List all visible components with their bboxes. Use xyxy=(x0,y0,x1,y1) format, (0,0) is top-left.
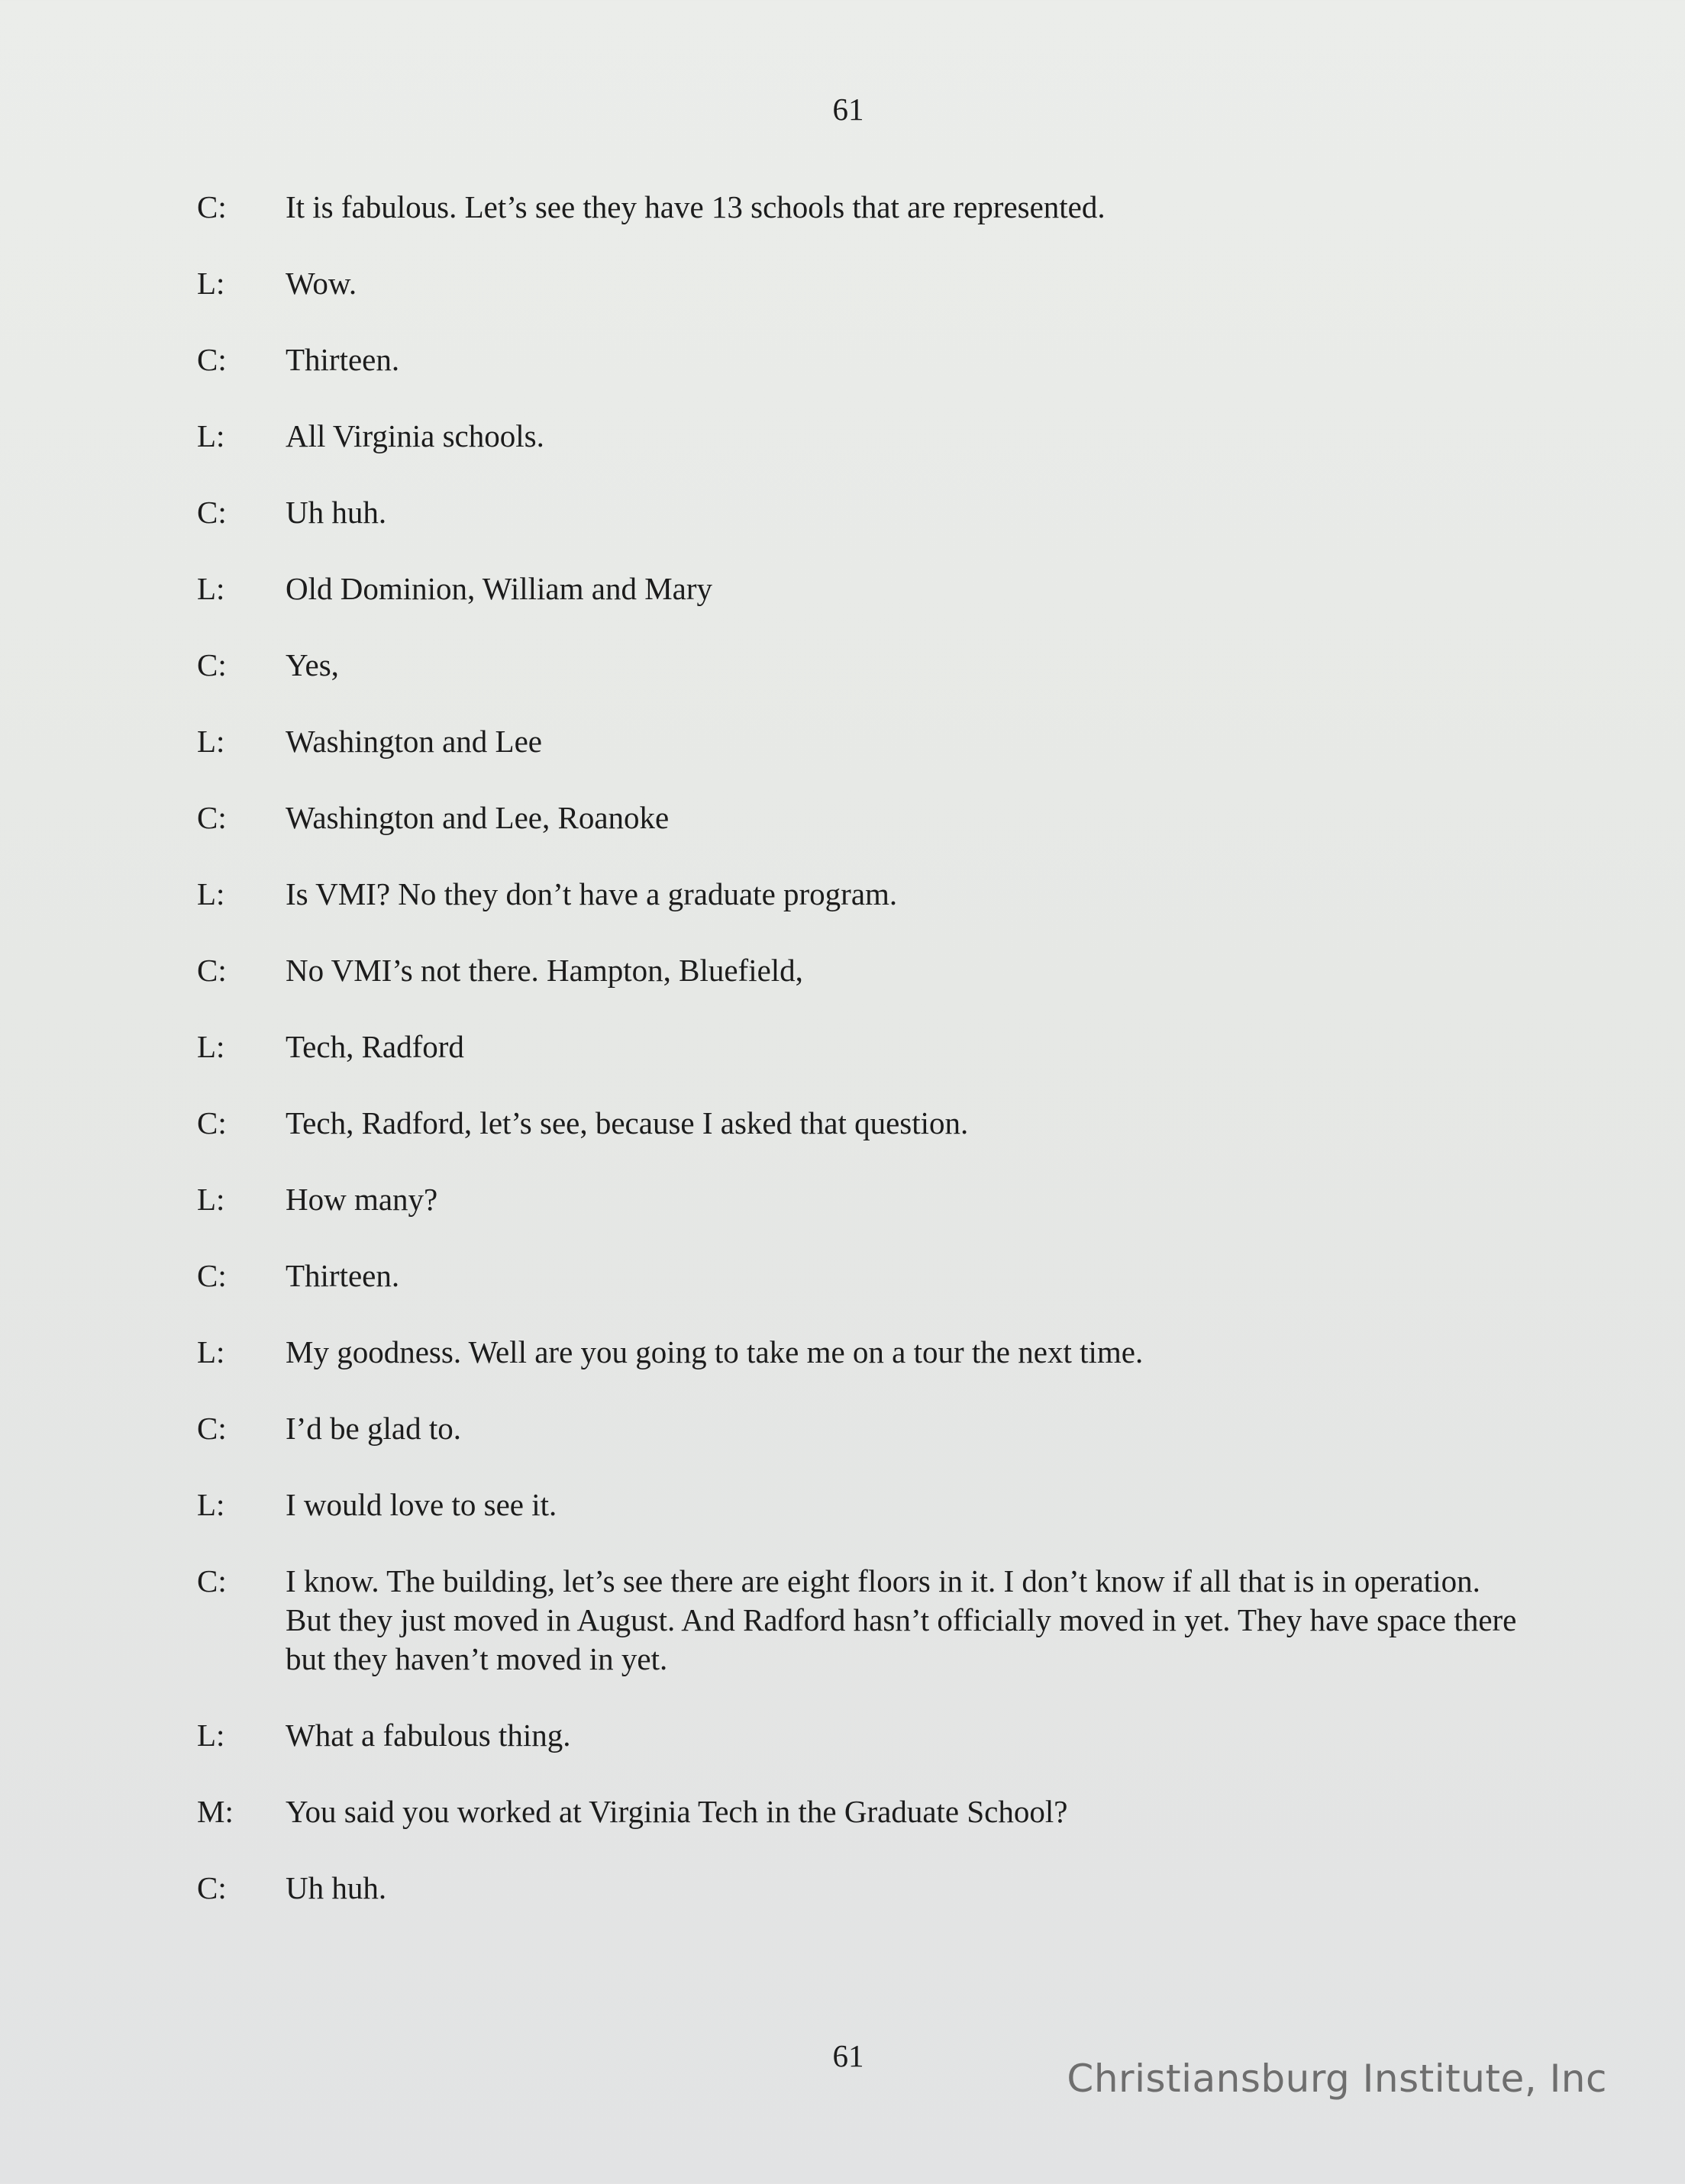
utterance-text: No VMI’s not there. Hampton, Bluefield, xyxy=(286,953,803,988)
speaker-label: L: xyxy=(197,1029,225,1064)
speaker-label: L: xyxy=(197,876,225,911)
watermark: Christiansburg Institute, Inc xyxy=(1067,2057,1607,2101)
transcript-turn xyxy=(197,417,1525,456)
speaker-label: L: xyxy=(197,1718,225,1753)
speaker-label: L: xyxy=(197,1182,225,1217)
transcript-turn xyxy=(197,722,1525,761)
speaker-label: C: xyxy=(197,953,227,988)
transcript-turn xyxy=(197,1333,1525,1372)
speaker-label: C: xyxy=(197,647,227,682)
transcript-turn xyxy=(197,1180,1525,1219)
utterance-text: What a fabulous thing. xyxy=(286,1718,571,1753)
transcript-turn xyxy=(197,1869,1525,1908)
utterance-text: Uh huh. xyxy=(286,495,387,530)
utterance-text: I would love to see it. xyxy=(286,1487,557,1522)
transcript-turn xyxy=(197,1104,1525,1143)
utterance-text: All Virginia schools. xyxy=(286,418,544,453)
transcript-turn xyxy=(197,569,1525,608)
transcript-turn xyxy=(197,493,1525,532)
speaker-label: C: xyxy=(197,342,227,377)
speaker-label: C: xyxy=(197,1870,227,1905)
speaker-label: C: xyxy=(197,1105,227,1140)
transcript-turn xyxy=(197,798,1525,837)
utterance-text: Old Dominion, William and Mary xyxy=(286,571,713,606)
transcript-turn xyxy=(197,1792,1525,1831)
transcript-turn xyxy=(197,264,1525,303)
utterance-text: Thirteen. xyxy=(286,1258,400,1293)
transcript-turn xyxy=(197,1027,1525,1066)
transcript-turn xyxy=(197,951,1525,990)
transcript-turn xyxy=(197,1716,1525,1755)
utterance-text: Thirteen. xyxy=(286,342,400,377)
utterance-text: I’d be glad to. xyxy=(286,1411,461,1446)
transcript-turn xyxy=(197,875,1525,914)
transcript-turn xyxy=(197,646,1525,685)
speaker-label: L: xyxy=(197,724,225,759)
speaker-label: L: xyxy=(197,266,225,301)
transcript-turn xyxy=(197,1409,1525,1448)
speaker-label: C: xyxy=(197,1563,227,1598)
utterance-text: You said you worked at Virginia Tech in the Graduate School? xyxy=(286,1794,1068,1829)
utterance-text: Uh huh. xyxy=(286,1870,387,1905)
transcript-turn xyxy=(197,1486,1525,1524)
utterance-text: How many? xyxy=(286,1182,438,1217)
transcript-turn xyxy=(197,1562,1525,1679)
utterance-text: Wow. xyxy=(286,266,357,301)
speaker-label: L: xyxy=(197,1334,225,1369)
speaker-label: L: xyxy=(197,418,225,453)
page-number-top: 61 xyxy=(832,92,864,127)
speaker-label: C: xyxy=(197,495,227,530)
transcript-turn xyxy=(197,340,1525,379)
utterance-text: Washington and Lee xyxy=(286,724,542,759)
speaker-label: C: xyxy=(197,1411,227,1446)
speaker-label: C: xyxy=(197,1258,227,1293)
transcript-turn xyxy=(197,1257,1525,1295)
utterance-text: I know. The building, let’s see there are eight floors in it. I don’t know if all that is in operation. But they just moved in August. And Radford hasn’t officially moved in yet. They have space there but they haven’t moved in yet. xyxy=(286,1563,1517,1676)
utterance-text: Tech, Radford xyxy=(286,1029,464,1064)
page-number-bottom: 61 xyxy=(832,2038,864,2073)
utterance-text: Tech, Radford, let’s see, because I asked that question. xyxy=(286,1105,969,1140)
utterance-text: My goodness. Well are you going to take me on a tour the next time. xyxy=(286,1334,1144,1369)
speaker-label: L: xyxy=(197,571,225,606)
speaker-label: C: xyxy=(197,189,227,224)
speaker-label: L: xyxy=(197,1487,225,1522)
utterance-text: Is VMI? No they don’t have a graduate program. xyxy=(286,876,898,911)
transcript-turn xyxy=(197,188,1525,227)
utterance-text: Yes, xyxy=(286,647,339,682)
speaker-label: C: xyxy=(197,800,227,835)
speaker-label: M: xyxy=(197,1794,234,1829)
utterance-text: It is fabulous. Let’s see they have 13 schools that are represented. xyxy=(286,189,1106,224)
transcript xyxy=(197,188,1525,1945)
utterance-text: Washington and Lee, Roanoke xyxy=(286,800,670,835)
